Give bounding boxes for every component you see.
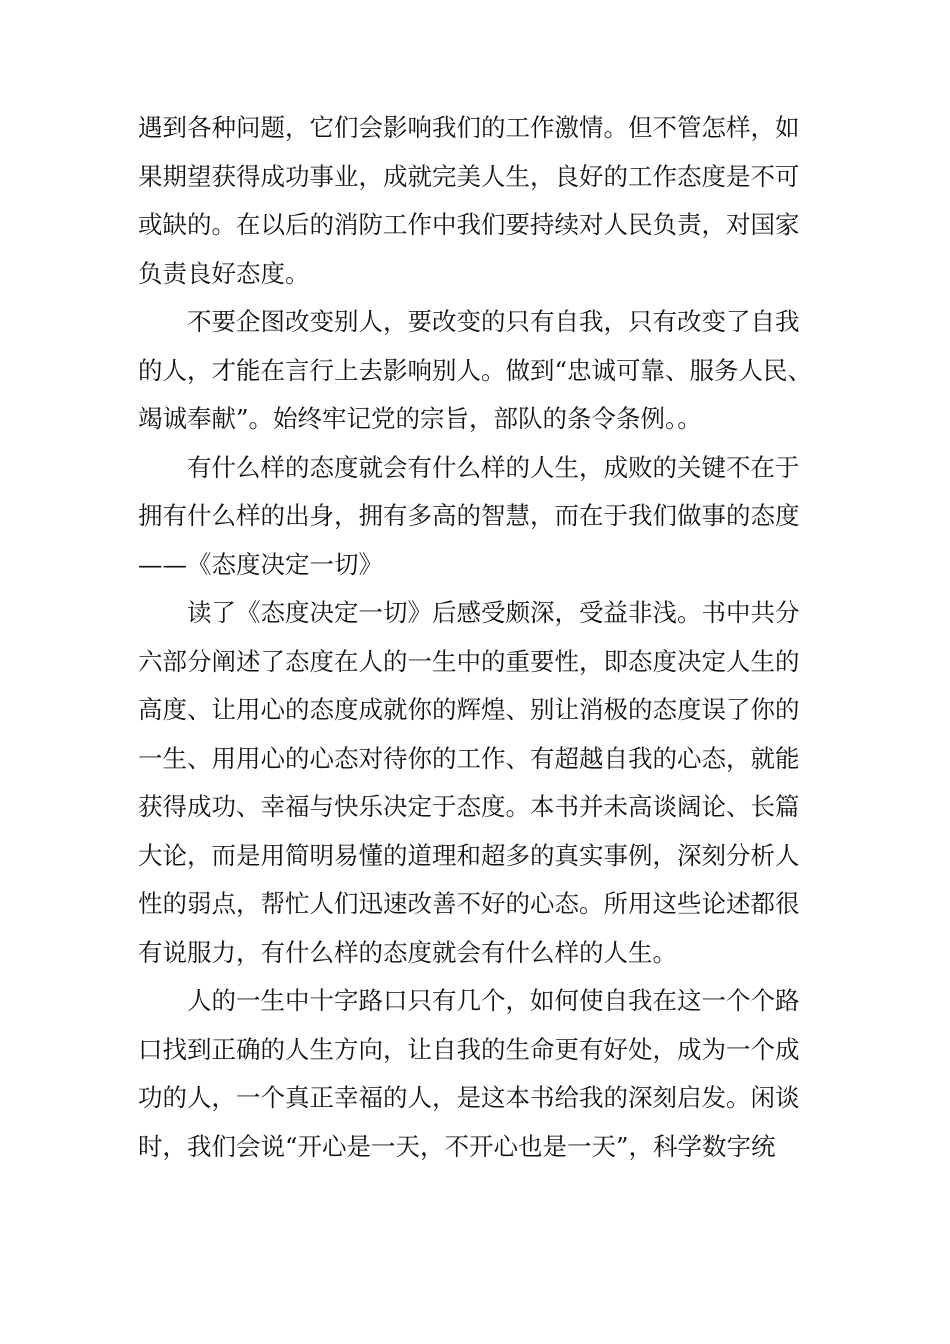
document-body bbox=[138, 104, 826, 1171]
text-line: 六部分阐述了态度在人的一生中的重要性，即态度决定人生的 bbox=[138, 646, 800, 676]
text-line: 有什么样的态度就会有什么样的人生，成败的关键不在于 bbox=[187, 452, 800, 482]
paragraph-1 bbox=[138, 104, 826, 298]
text-line: 负责良好态度。 bbox=[138, 258, 310, 288]
text-line: 遇到各种问题，它们会影响我们的工作激情。但不管怎样，如 bbox=[138, 113, 800, 142]
text-line: 口找到正确的人生方向，让自我的生命更有好处，成为一个成 bbox=[138, 1034, 800, 1064]
text-line: 有说服力，有什么样的态度就会有什么样的人生。 bbox=[138, 937, 677, 967]
text-line: 高度、让用心的态度成就你的辉煌、别让消极的态度误了你的 bbox=[138, 695, 800, 724]
paragraph-5 bbox=[138, 977, 826, 1171]
text-line: 功的人，一个真正幸福的人，是这本书给我的深刻启发。闲谈 bbox=[138, 1083, 800, 1112]
text-line: ——《态度决定一切》 bbox=[138, 549, 383, 579]
text-line: 获得成功、幸福与快乐决定于态度。本书并未高谈阔论、长篇 bbox=[138, 792, 800, 821]
text-line: 性的弱点，帮忙人们迅速改善不好的心态。所用这些论述都很 bbox=[138, 889, 800, 918]
text-line: 拥有什么样的出身，拥有多高的智慧，而在于我们做事的态度 bbox=[138, 501, 800, 530]
text-line: 果期望获得成功事业，成就完美人生，良好的工作态度是不可 bbox=[138, 161, 800, 191]
paragraph-2 bbox=[138, 298, 826, 444]
text-line: 的人，才能在言行上去影响别人。做到“忠诚可靠、服务人民、 bbox=[138, 355, 813, 385]
text-line: 时，我们会说“开心是一天，不开心也是一天”，科学数字统 bbox=[138, 1131, 776, 1161]
text-line: 人的一生中十字路口只有几个，如何使自我在这一个个路 bbox=[187, 986, 800, 1015]
paragraph-4 bbox=[138, 589, 826, 977]
text-line: 一生、用用心的心态对待你的工作、有超越自我的心态，就能 bbox=[138, 743, 800, 773]
text-line: 或缺的。在以后的消防工作中我们要持续对人民负责，对国家 bbox=[138, 210, 800, 239]
text-line: 读了《态度决定一切》后感受颇深，受益非浅。书中共分 bbox=[187, 598, 800, 627]
text-line: 大论，而是用简明易懂的道理和超多的真实事例，深刻分析人 bbox=[138, 840, 800, 870]
paragraph-3 bbox=[138, 444, 826, 590]
text-line: 不要企图改变别人，要改变的只有自我，只有改变了自我 bbox=[187, 307, 800, 336]
text-line: 竭诚奉献”。始终牢记党的宗旨，部队的条令条例。。 bbox=[138, 404, 702, 433]
